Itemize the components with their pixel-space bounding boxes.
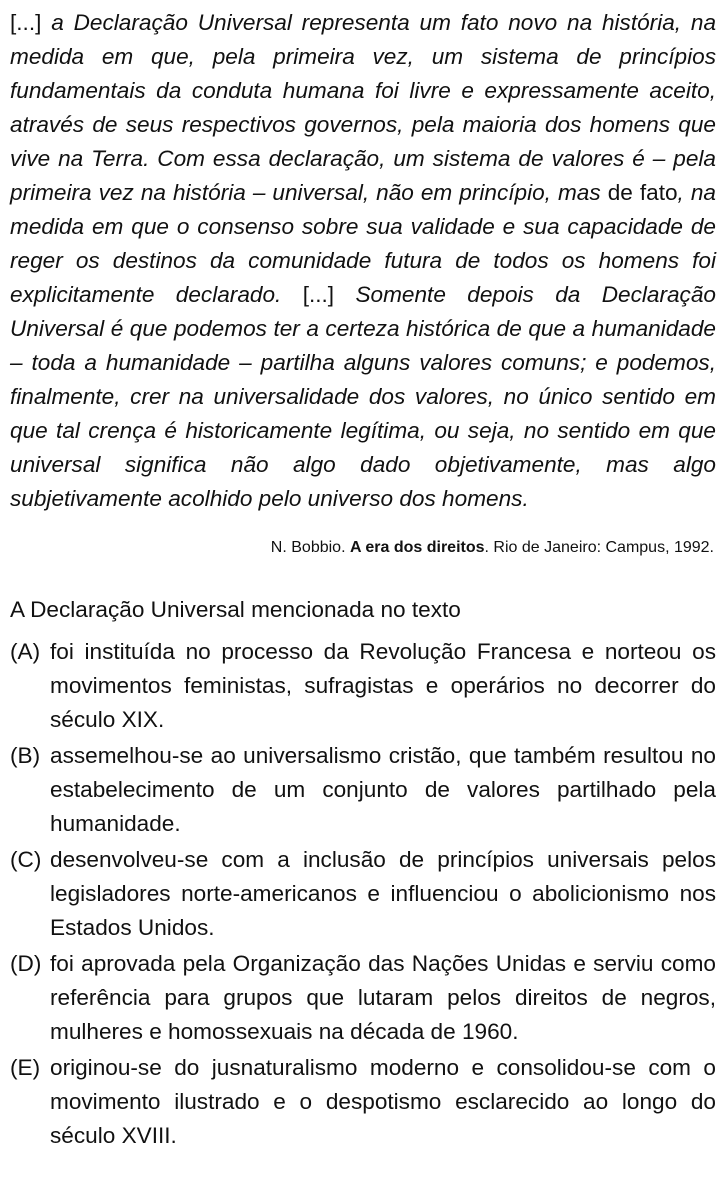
citation-author: N. Bobbio. bbox=[270, 539, 346, 556]
option-letter: (A) bbox=[10, 639, 41, 664]
passage bbox=[10, 6, 716, 516]
passage-sentence-2: , na medida em que o consenso sobre sua validade e sua capacidade de reger os destinos da comunidade futura de todos os homens foi explicitamente declarado. bbox=[10, 180, 716, 307]
answer-options bbox=[10, 635, 716, 1153]
option-text: foi instituída no processo da Revolução Francesa e norteou os movimentos feministas, sufragistas e operários no decorrer do século XIX. bbox=[50, 639, 716, 732]
option-a[interactable] bbox=[10, 635, 716, 737]
source-citation bbox=[10, 537, 716, 559]
option-text: originou-se do jusnaturalismo moderno e consolidou-se com o movimento ilustrado e o despotismo esclarecido ao longo do século XVIII. bbox=[50, 1055, 716, 1148]
option-b[interactable] bbox=[10, 739, 716, 841]
option-d[interactable] bbox=[10, 947, 716, 1049]
option-text: desenvolveu-se com a inclusão de princípios universais pelos legisladores norte-americanos e influenciou o abolicionismo nos Estados Unidos. bbox=[50, 847, 716, 940]
option-text: assemelhou-se ao universalismo cristão, que também resultou no estabelecimento de um conjunto de valores partilhado pela humanidade. bbox=[50, 743, 716, 836]
option-letter: (E) bbox=[10, 1055, 41, 1080]
question-stem: A Declaração Universal mencionada no texto bbox=[10, 597, 461, 622]
option-letter: (B) bbox=[10, 743, 41, 768]
passage-lead-ellipsis: [...] bbox=[10, 10, 42, 35]
passage-sentence-3: Somente depois da Declaração Universal é que podemos ter a certeza histórica de que a humanidade – toda a humanidade – partilha alguns valores comuns; e podemos, finalmente, crer na universalidade dos valores, no único sentido em que tal crença é historicamente legítima, ou seja, no sentido em que universal significa não algo dado objetivamente, mas algo subjetivamente acolhido pelo universo dos homens. bbox=[10, 282, 716, 511]
option-letter: (C) bbox=[10, 847, 42, 872]
option-text: foi aprovada pela Organização das Nações Unidas e serviu como referência para grupos que lutaram pelos direitos de negros, mulheres e homossexuais na década de 1960. bbox=[50, 951, 716, 1044]
citation-publisher: . Rio de Janeiro: Campus, 1992. bbox=[484, 539, 714, 556]
option-e[interactable] bbox=[10, 1051, 716, 1153]
passage-sentence-1: a Declaração Universal representa um fato novo na história, na medida em que, pela primeira vez, um sistema de princípios fundamentais da conduta humana foi livre e expressamente aceito, através de seus respectivos governos, pela maioria dos homens que vive na Terra. Com essa declaração, um sistema de valores é – pela primeira vez na história – universal, não em princípio, mas bbox=[10, 10, 717, 205]
citation-title: A era dos direitos bbox=[349, 539, 485, 556]
passage-mid-ellipsis: [...] bbox=[302, 282, 335, 307]
option-letter: (D) bbox=[10, 951, 42, 976]
option-c[interactable] bbox=[10, 843, 716, 945]
passage-de-fato: de fato bbox=[607, 180, 678, 205]
